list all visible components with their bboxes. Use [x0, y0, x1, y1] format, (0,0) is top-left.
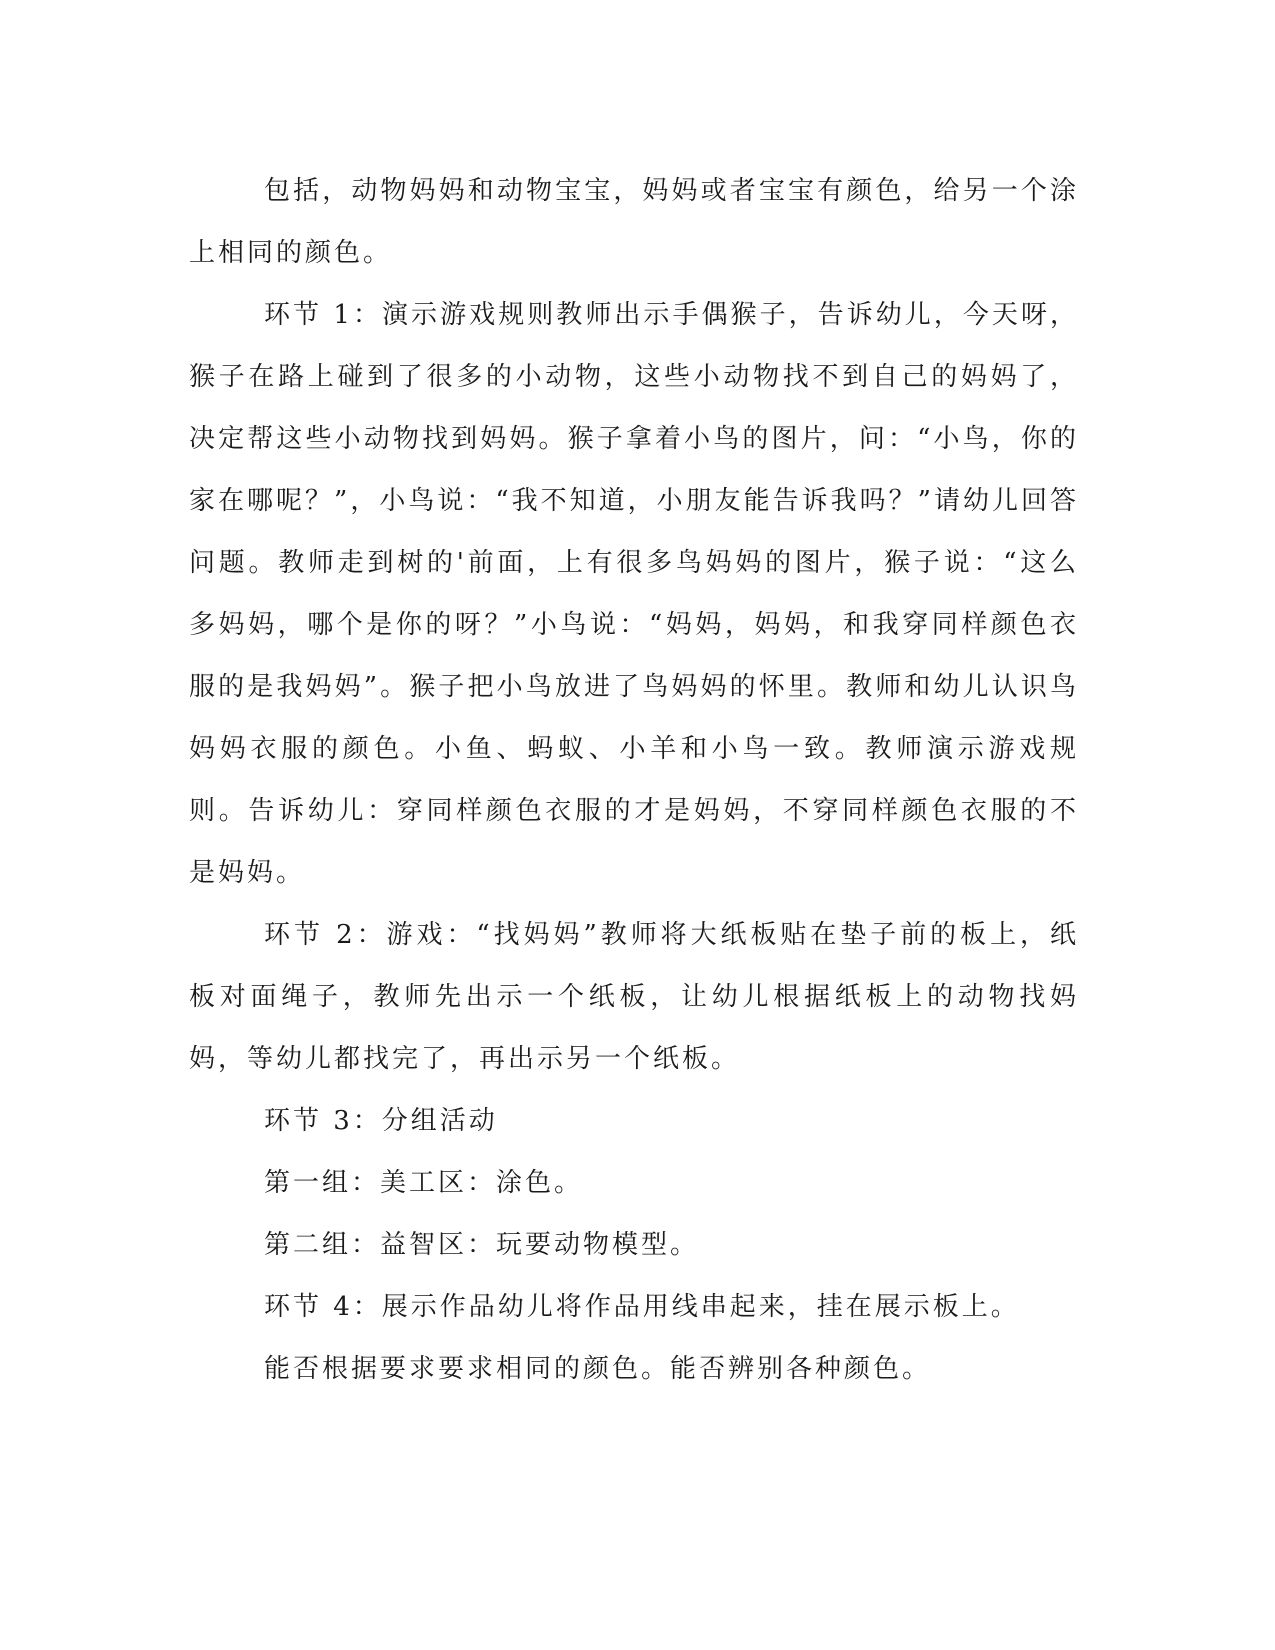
paragraph-group-2: 第二组：益智区：玩要动物模型。	[264, 1230, 700, 1260]
paragraph-step-1: 环节 1：演示游戏规则教师出示手偶猴子，告诉幼儿，今天呀，猴子在路上碰到了很多的小动物，这些小动物找不到自己的妈妈了，决定帮这些小动物找到妈妈。猴子拿着小鸟的图片，问：“小鸟，你的家在哪呢？”，小鸟说：“我不知道，小朋友能告诉我吗？”请幼儿回答问题。教师走到树的'前面，上有很多鸟妈妈的图片，猴子说：“这么多妈妈，哪个是你的呀？”小鸟说：“妈妈，妈妈，和我穿同样颜色衣服的是我妈妈”。猴子把小鸟放进了鸟妈妈的怀里。教师和幼儿认识鸟妈妈衣服的颜色。小鱼、蚂蚁、小羊和小鸟一致。教师演示游戏规则。告诉幼儿：穿同样颜色衣服的才是妈妈，不穿同样颜色衣服的不是妈妈。	[189, 300, 1079, 888]
paragraph-step-3: 环节 3：分组活动	[264, 1106, 498, 1136]
document-body	[189, 160, 1079, 1400]
paragraph-evaluation: 能否根据要求要求相同的颜色。能否辨别各种颜色。	[264, 1354, 932, 1384]
paragraph-step-2: 环节 2：游戏：“找妈妈”教师将大纸板贴在垫子前的板上，纸板对面绳子，教师先出示一个纸板，让幼儿根据纸板上的动物找妈妈，等幼儿都找完了，再出示另一个纸板。	[189, 920, 1079, 1074]
paragraph-group-1: 第一组：美工区：涂色。	[264, 1168, 584, 1198]
paragraph-coloring-task: 包括，动物妈妈和动物宝宝，妈妈或者宝宝有颜色，给另一个涂上相同的颜色。	[189, 176, 1079, 268]
paragraph-step-4: 环节 4：展示作品幼儿将作品用线串起来，挂在展示板上。	[264, 1292, 1020, 1322]
